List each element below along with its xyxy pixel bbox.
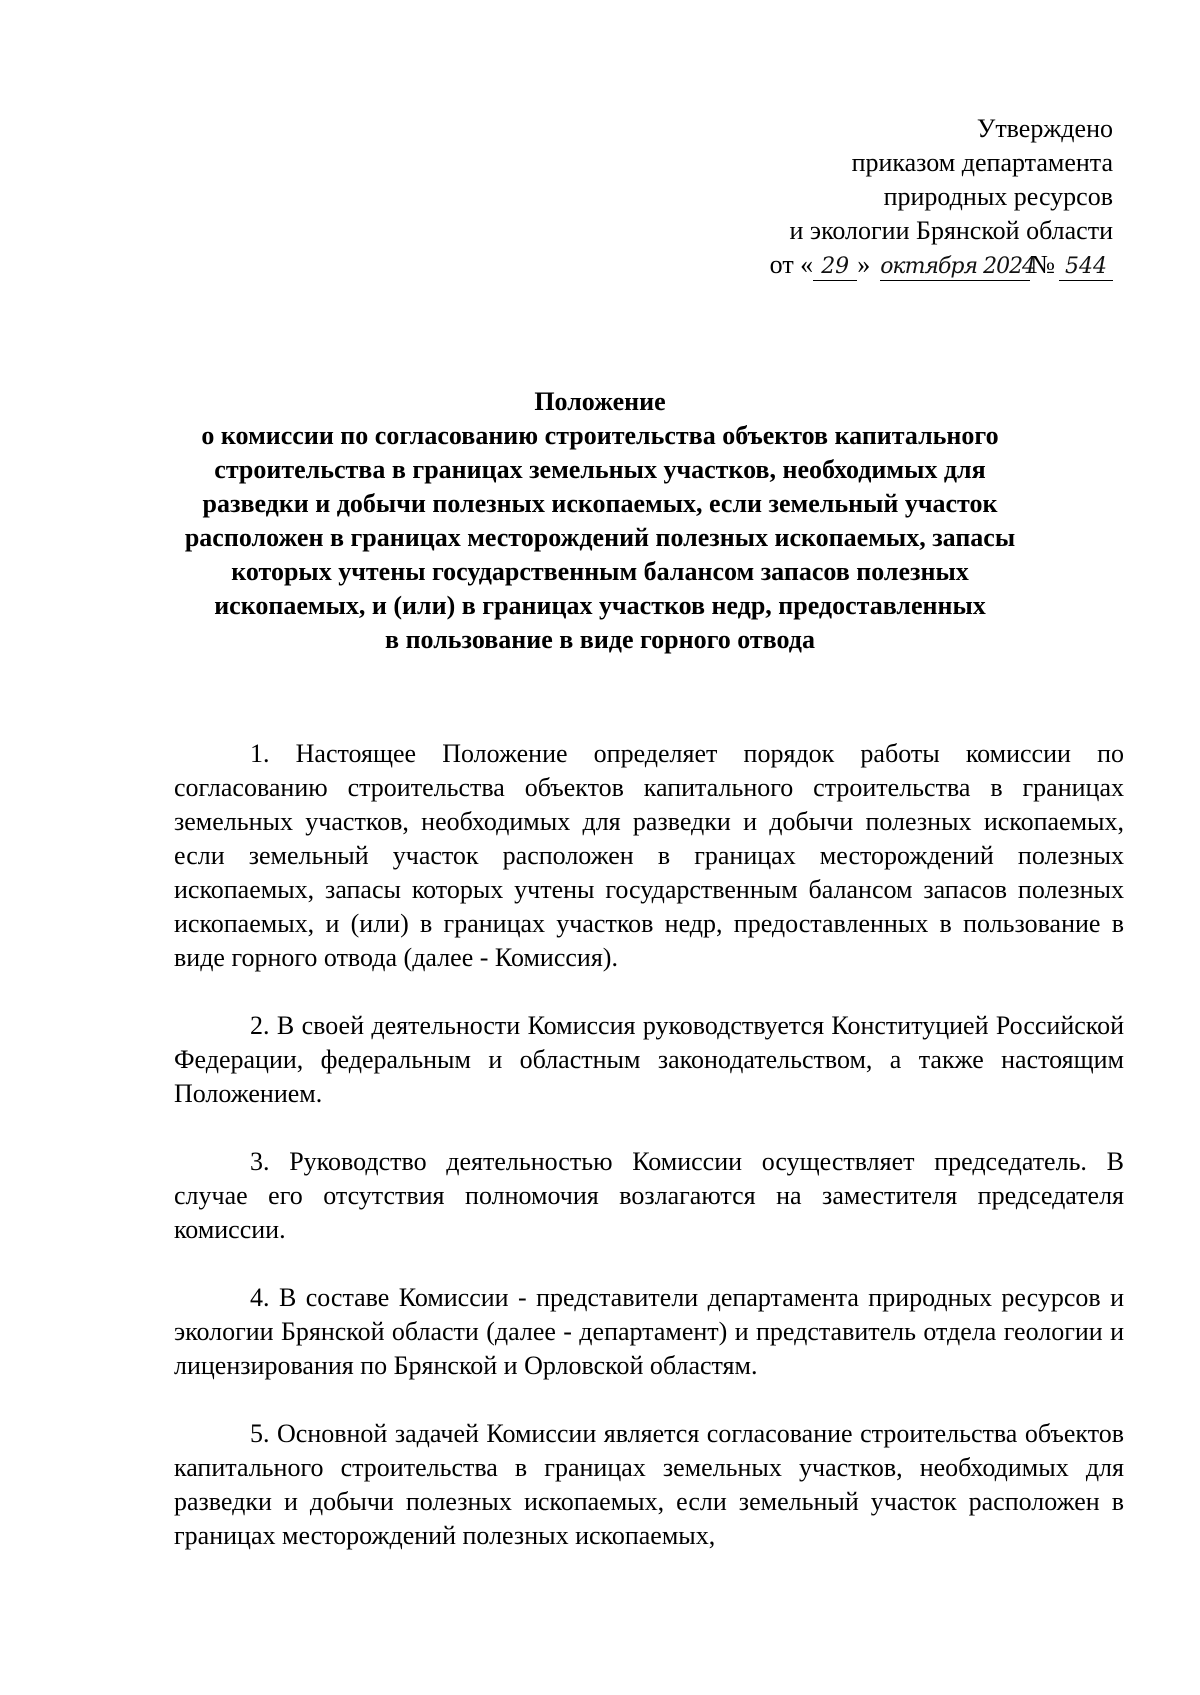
handwritten-number: 544 (1059, 254, 1113, 281)
title-line: строительства в границах земельных участков, необходимых для (214, 455, 986, 484)
title-heading: Положение (534, 387, 666, 416)
date-prefix: от « (769, 250, 814, 279)
approval-line-2: приказом департамента (851, 148, 1113, 177)
paragraph-3: 3. Руководство деятельностью Комиссии осуществляет председатель. В случае его отсутствия полномочия возлагаются на заместителя председателя комиссии. (174, 1147, 1124, 1244)
date-mid: » (857, 250, 871, 279)
paragraph-2: 2. В своей деятельности Комиссия руководствуется Конституцией Российской Федерации, федеральным и областным законодательством, а также настоящим Положением. (174, 1011, 1124, 1108)
handwritten-day: 29 (813, 254, 857, 281)
title-line: которых учтены государственным балансом запасов полезных (231, 557, 969, 586)
approval-line-4: и экологии Брянской области (789, 216, 1113, 245)
title-line: ископаемых, и (или) в границах участков недр, предоставленных (214, 591, 986, 620)
number-prefix: № (1030, 250, 1055, 279)
document-body (174, 737, 1124, 1587)
handwritten-month-year: октября 2024 (880, 254, 1036, 279)
title-line: о комиссии по согласованию строительства объектов капитального (201, 421, 999, 450)
paragraph-1: 1. Настоящее Положение определяет порядок работы комиссии по согласованию строительства объектов капитального строительства в границах земельных участков, необходимых для разведки и добычи полезных ископаемых, если земельный участок расположен в границах месторождений полезных ископаемых, запасы которых учтены государственным балансом запасов полезных ископаемых, и (или) в границах участков недр, предоставленных в пользование в виде горного отвода (далее - Комиссия). (174, 739, 1124, 972)
paragraph-5: 5. Основной задачей Комиссии является согласование строительства объектов капитального строительства в границах земельных участков, необходимых для разведки и добычи полезных ископаемых, если земельный участок расположен в границах месторождений полезных ископаемых, (174, 1419, 1124, 1550)
document-title (170, 385, 1030, 657)
paragraph-4: 4. В составе Комиссии - представители департамента природных ресурсов и экологии Брянской области (далее - департамент) и представитель отдела геологии и лицензирования по Брянской и Орловской областям. (174, 1283, 1124, 1380)
approval-line-1: Утверждено (976, 114, 1113, 143)
approval-block (770, 112, 1113, 282)
approval-line-3: природных ресурсов (883, 182, 1113, 211)
title-line: расположен в границах месторождений полезных ископаемых, запасы (184, 523, 1016, 552)
title-line: в пользование в виде горного отвода (385, 625, 815, 654)
title-line: разведки и добычи полезных ископаемых, если земельный участок (202, 489, 998, 518)
approval-date-line (770, 248, 1113, 282)
